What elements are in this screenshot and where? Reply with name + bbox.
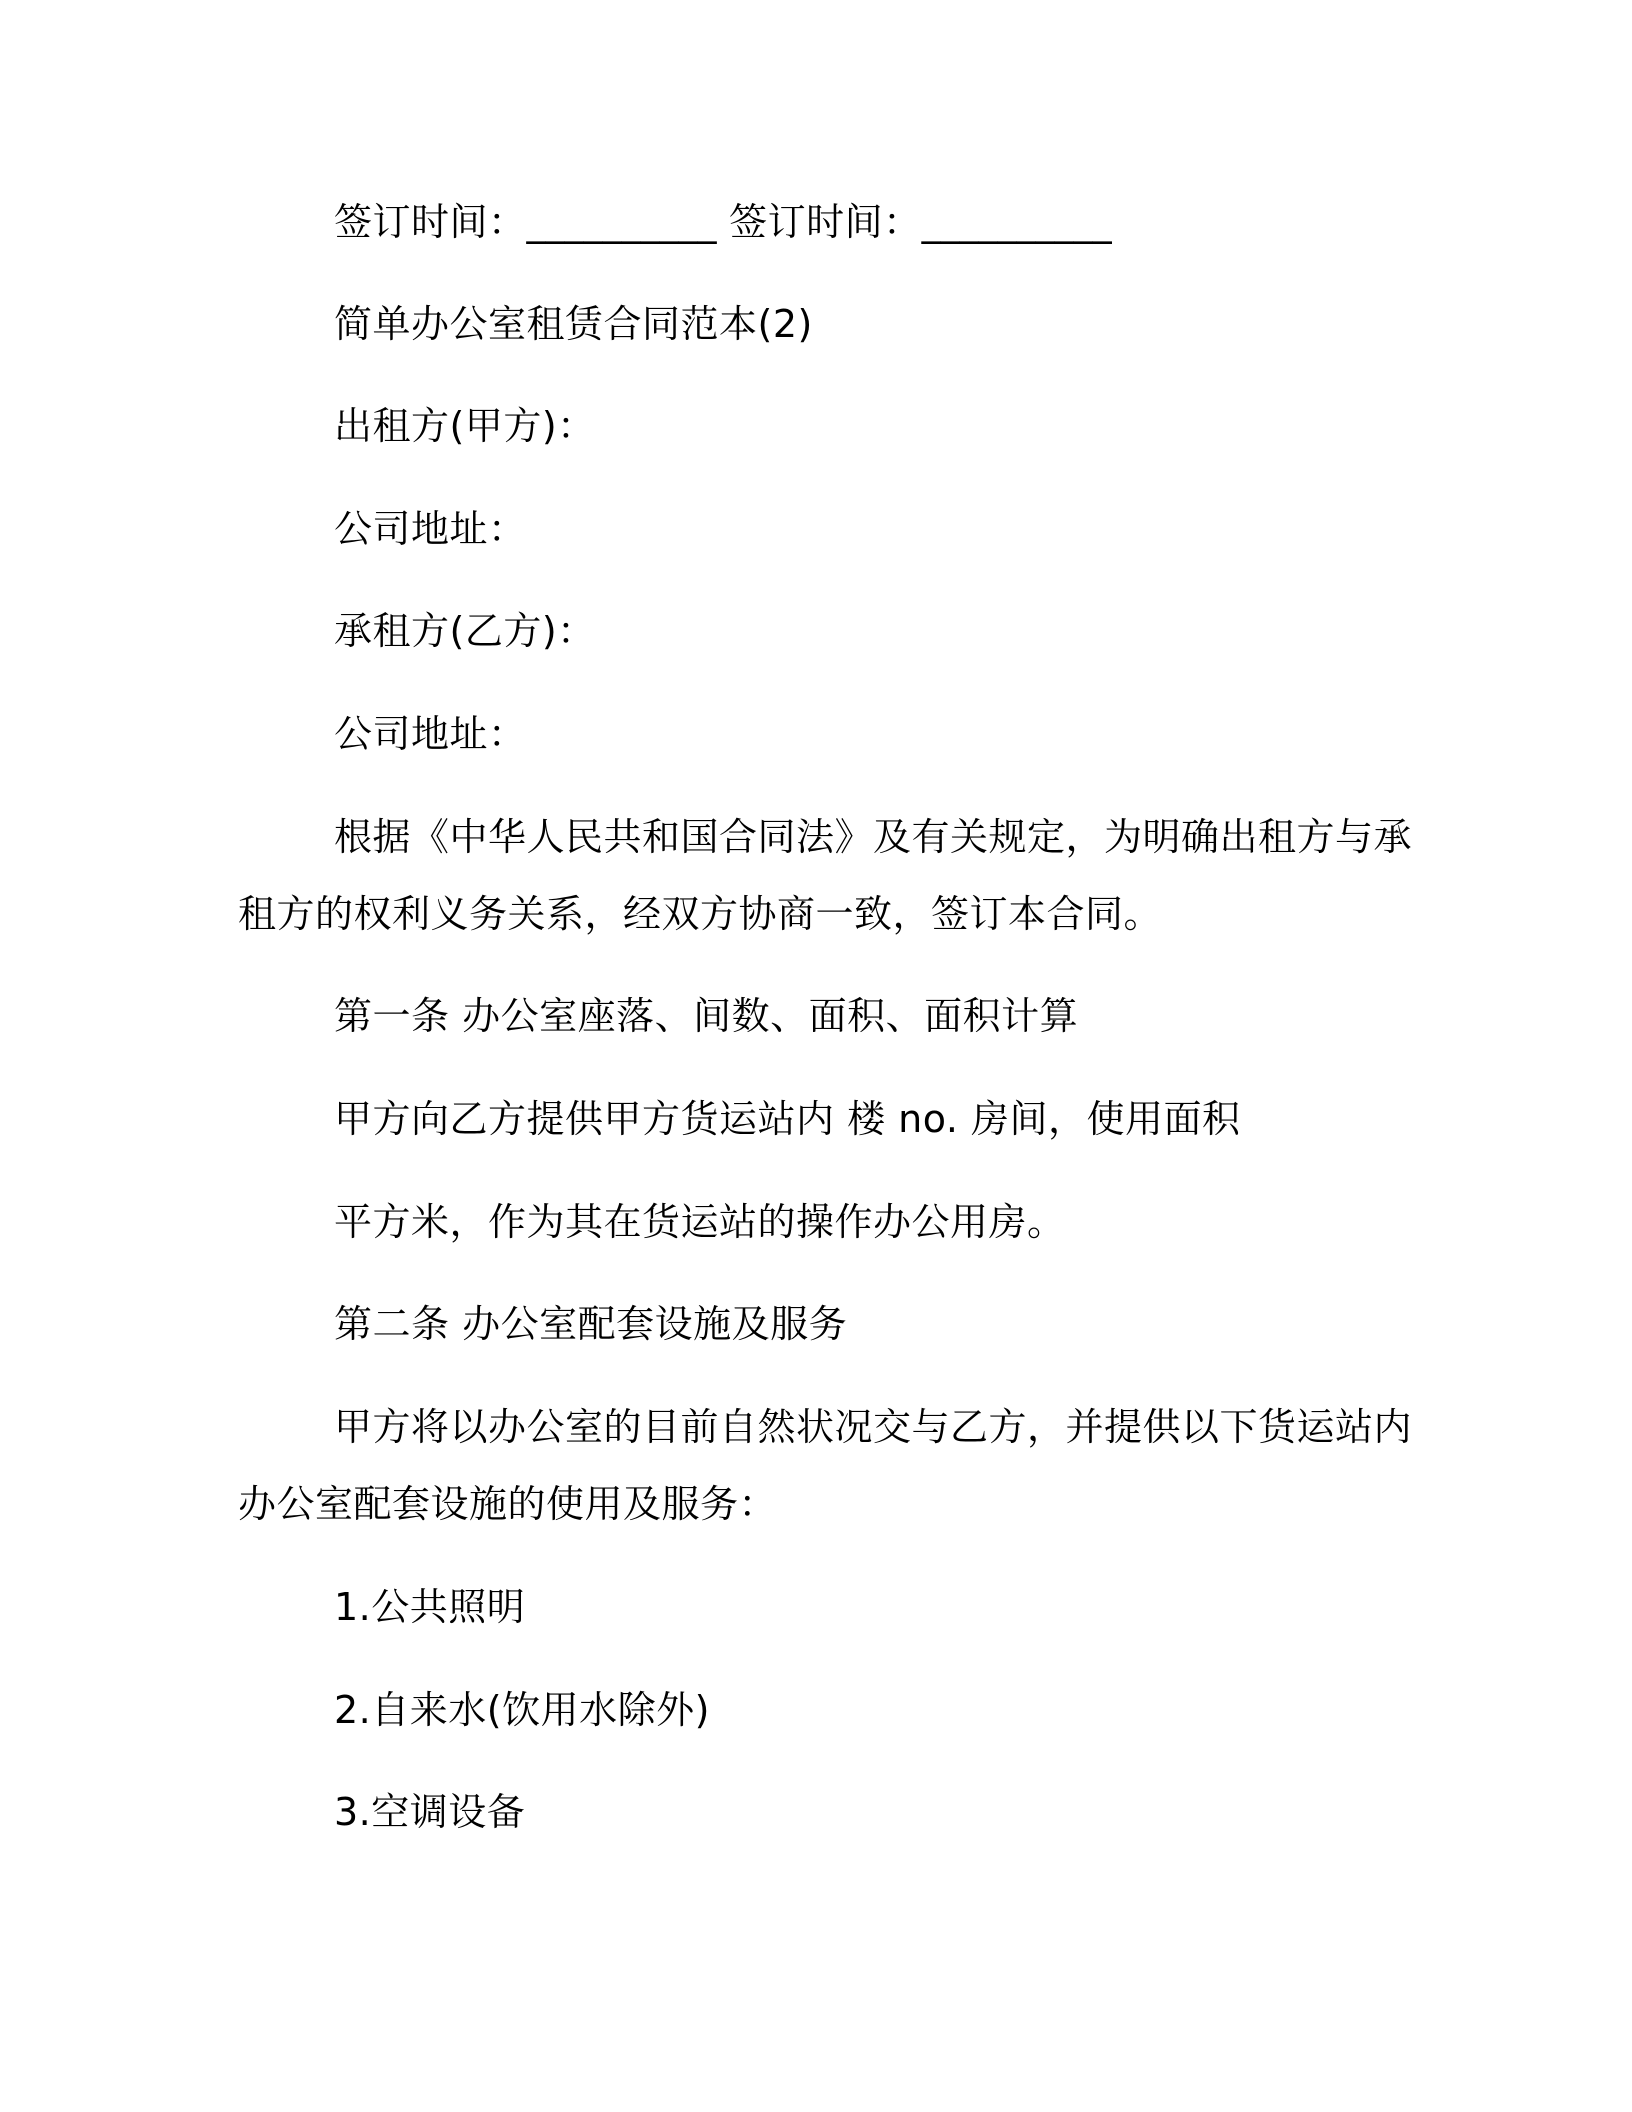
lessee-line: 承租方(乙方)： [334,609,596,653]
article2-line-1: 甲方将以办公室的目前自然状况交与乙方，并提供以下货运站内 [334,1405,1413,1449]
list-item: 1.公共照明 [334,1585,526,1629]
lessor-address-line: 公司地址： [334,507,527,551]
signing-time-label-a: 签订时间： [334,200,527,244]
article1-heading: 第一条 办公室座落、间数、面积、面积计算 [334,994,1079,1038]
lessor-line: 出租方(甲方)： [334,404,596,448]
preamble-line-1: 根据《中华人民共和国合同法》及有关规定，为明确出租方与承 [334,815,1413,859]
signing-time-line [334,198,1112,246]
article2-heading: 第二条 办公室配套设施及服务 [334,1302,848,1346]
article1-line-1: 甲方向乙方提供甲方货运站内 楼 no. 房间，使用面积 [334,1097,1241,1141]
lessee-address-line: 公司地址： [334,712,527,756]
list-item: 2.自来水(饮用水除外) [334,1688,710,1732]
list-item: 3.空调设备 [334,1790,526,1834]
preamble-line-2: 租方的权利义务关系，经双方协商一致，签订本合同。 [238,892,1163,936]
article1-line-2: 平方米，作为其在货运站的操作办公用房。 [334,1200,1066,1244]
signing-time-blank-b: __________ [921,200,1112,244]
signing-time-blank-a: __________ [526,200,717,244]
document-title: 简单办公室租赁合同范本(2) [334,302,813,346]
article2-line-2: 办公室配套设施的使用及服务： [238,1482,778,1526]
signing-time-label-b: 签订时间： [729,200,922,244]
